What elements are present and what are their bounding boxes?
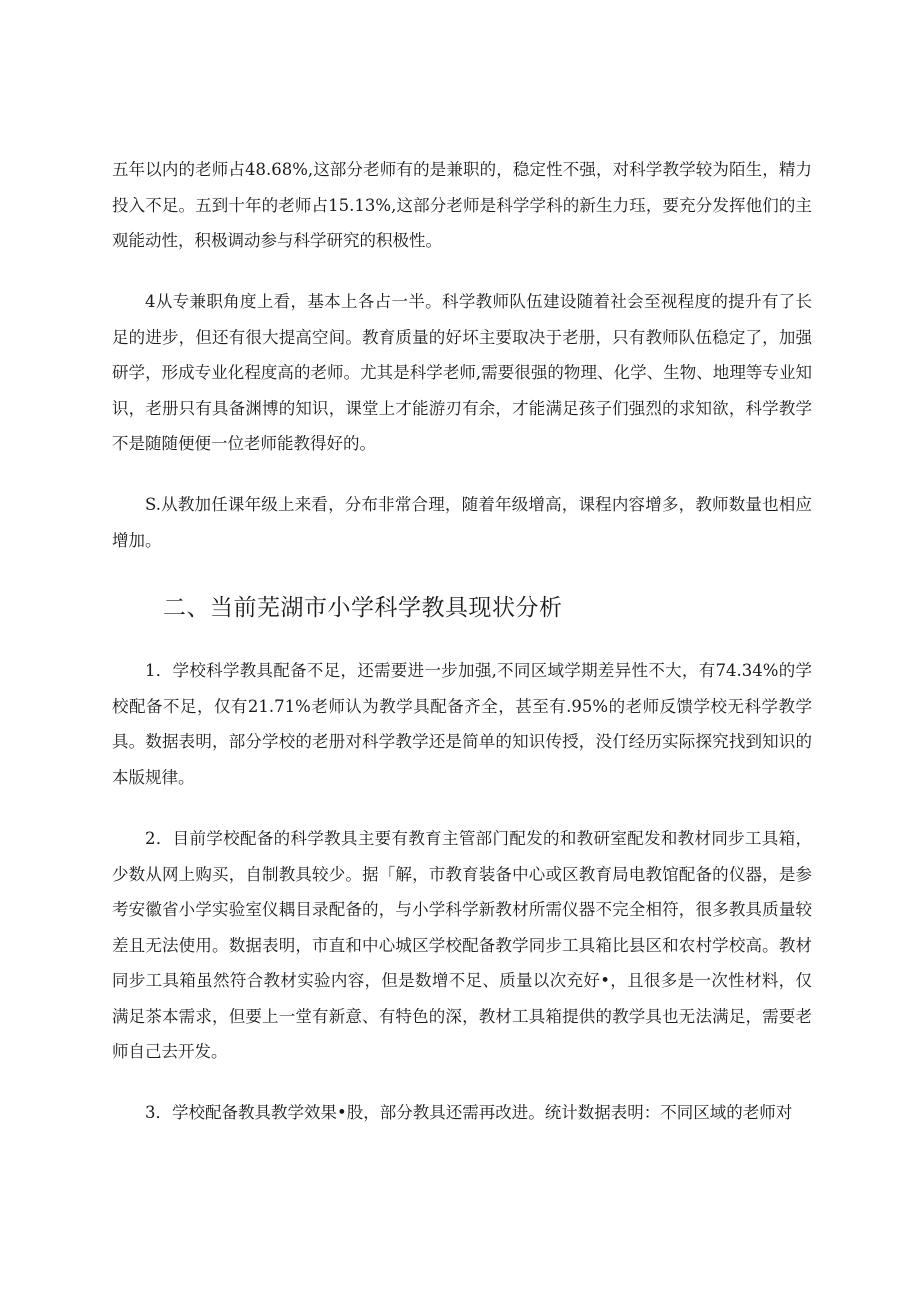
paragraph-fulltime-parttime: 4从专兼职角度上看，基本上各占一半。科学教师队伍建设随着社会至视程度的提升有了长足的进步，但还有很大提高空间。教育质量的好坏主要取决于老册，只有教师队伍稳定了，加强研学，形成专业化程度高的老师。尤其是科学老师,需要很强的物理、化学、生物、地理等专业知识，老册只有具备渊博的知识，课堂上才能游刃有余，才能满足孩子们强烈的求知欲，科学教学不是随随便便一位老师能教得好的。 [112,292,812,453]
paragraph-teaching-effect: 3．学校配备教具教学效果•股，部分教具还需再改进。统计数据表明：不同区域的老师对 [145,1103,793,1122]
paragraph-equipment-shortage: 1．学校科学教具配备不足，还需要进一步加强,不同区域学期差异性不大，有74.34%的学校配备不足，仅有21.71%老师认为教学具配备齐全，甚至有.95%的老师反馈学校无科学教学具。数据表明，部分学校的老册对科学教学还是简单的知识传授，没仃经历实际探究找到知识的本版规律。 [112,661,812,787]
paragraph-equipment-sources: 2．目前学校配备的科学教具主要有教育主管部门配发的和教研室配发和教材同步工具箱，少数从网上购买，自制教具较少。据「解，市教育装备中心或区教育局电教馆配备的仪器，是参考安徽省小学实验室仪耦目录配备的，与小学科学新教材所需仪器不完全相符，很多教具质量较差且无法使用。数据表明，市直和中心城区学校配备教学同步工具箱比县区和农村学校高。教材同步工具箱虽然符合教材实验内容，但是数增不足、质量以次充好•，且很多是一次性材料，仅满足茶本需求，但要上一堂有新意、有特色的深，教材工具箱提供的教学具也无法满足，需要老师自己去开发。 [112,829,812,1061]
paragraph-teacher-experience: 五年以内的老师占48.68%,这部分老师有的是兼职的，稳定性不强，对科学教学较为陌生，精力投入不足。五到十年的老师占15.13%,这部分老师是科学学科的新生力珏，要充分发挥他们的主观能动性，积极调动参与科学研究的积极性。 [112,160,812,250]
paragraph-grade-distribution: S.从教加任课年级上来看，分布非常合理，随着年级增高，课程内容增多，教师数量也相应增加。 [112,495,812,550]
section-heading: 二、当前芜湖市小学科学教具现状分析 [163,595,563,621]
